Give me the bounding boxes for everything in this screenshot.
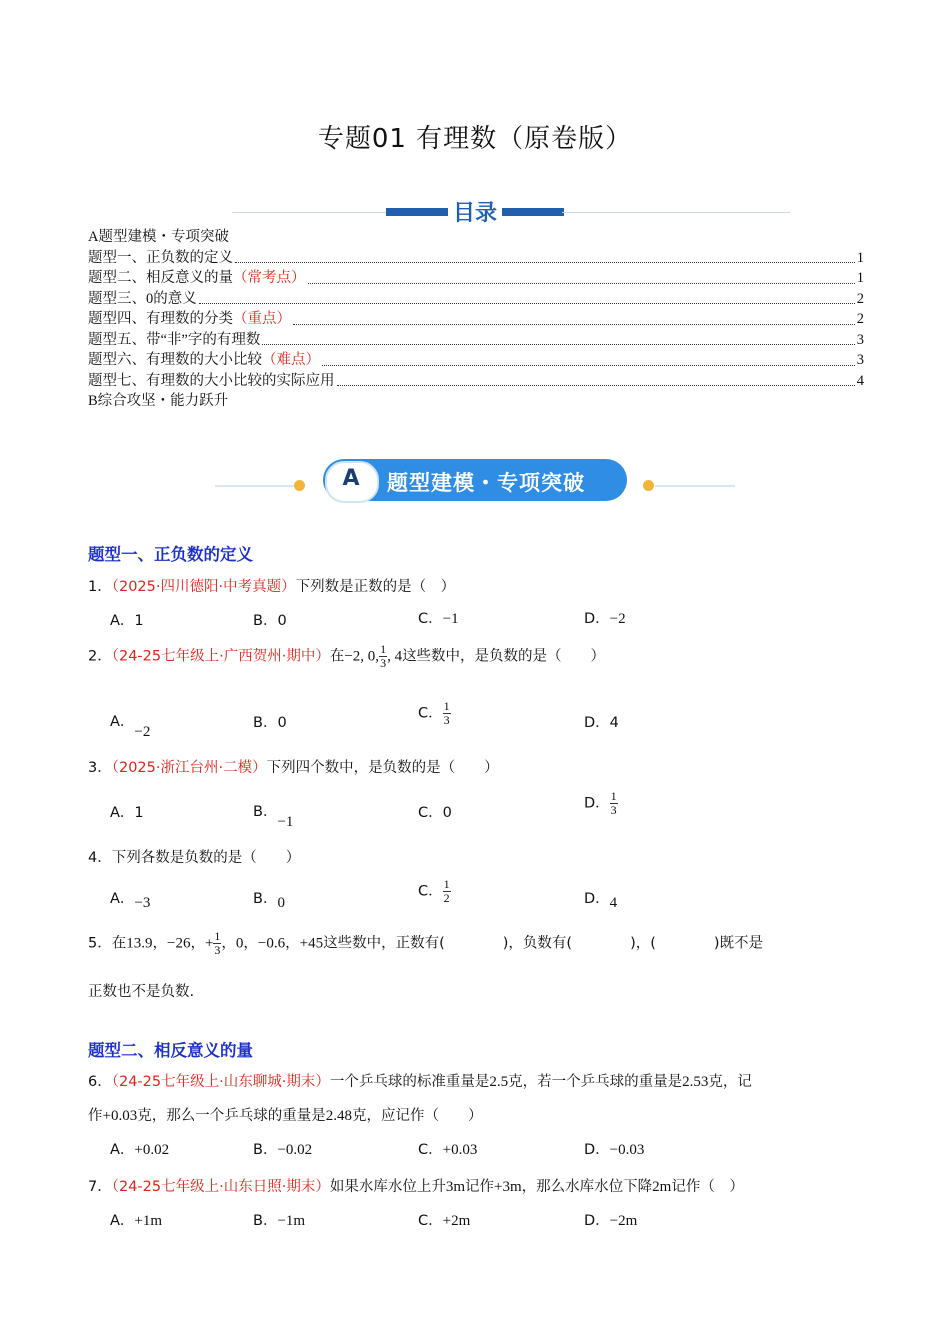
toc-leader <box>337 385 855 386</box>
question-number: 7． <box>88 1179 112 1195</box>
option-math: −1 <box>442 611 459 627</box>
toc-leader <box>262 344 854 345</box>
option-label: D． <box>584 1213 610 1229</box>
question-text: 一个乒乓球的标准重量是 <box>329 1074 490 1090</box>
toc-item[interactable] <box>88 289 864 310</box>
toc-item-label: 题型五、带“非”字的有理数 <box>88 331 261 348</box>
question-text: 克，若一个乒乓球的重量是 <box>508 1074 683 1090</box>
question-number: 2． <box>88 648 112 665</box>
question-text: 记作 <box>465 1179 495 1195</box>
option-math: −2 <box>134 724 151 740</box>
value: 0 <box>235 935 244 952</box>
q3-option-a[interactable]: A．1 <box>110 805 144 821</box>
toc-item-tag: （重点） <box>233 311 291 327</box>
option-label: D． <box>584 1142 610 1158</box>
toc-item-label: 题型六、有理数的大小比较 <box>88 352 262 368</box>
toc-item-label: 题型一、正负数的定义 <box>88 249 233 266</box>
option-label: C． <box>418 1142 443 1158</box>
option-math: +0.02 <box>134 1142 170 1158</box>
q1-option-b[interactable]: B．0 <box>253 613 287 629</box>
option-math: −2m <box>609 1213 638 1229</box>
option-label: B． <box>253 891 278 907</box>
question-math: −2, 0, <box>344 648 380 665</box>
option-label: A． <box>110 1142 135 1158</box>
toc-item-label: 题型四、有理数的分类 <box>88 311 233 327</box>
question-stem: 下列各数是负数的是（ ） <box>111 850 301 866</box>
section-a-banner <box>215 458 735 504</box>
toc-header <box>0 196 950 230</box>
denominator: 2 <box>443 891 450 905</box>
q6-option-d[interactable] <box>584 1138 644 1159</box>
option-math: −3 <box>134 895 151 911</box>
denominator: 3 <box>214 943 221 957</box>
q2-option-c[interactable] <box>418 700 451 727</box>
q4-option-c[interactable] <box>418 878 451 905</box>
toc-leader <box>308 283 855 284</box>
option-math: 0 <box>277 895 285 911</box>
separator: ， <box>243 935 258 952</box>
question-stem: 下列四个数中，是负数的是（ ） <box>266 760 499 776</box>
option-label: A． <box>110 714 135 730</box>
page-title: 专题01 有理数（原卷版） <box>317 124 633 154</box>
banner-line-right <box>655 485 735 487</box>
question-number: 5． <box>88 935 112 952</box>
q4-option-b[interactable] <box>253 887 285 911</box>
toc-title: 目录 <box>452 201 497 226</box>
option-label: C． <box>418 611 443 627</box>
value: −0.6 <box>257 935 286 952</box>
value: −26 <box>166 935 191 952</box>
option-math: −1 <box>277 814 294 830</box>
value: +45 <box>299 935 324 952</box>
toc-section-b[interactable] <box>88 391 864 412</box>
q3-option-b[interactable] <box>253 800 294 830</box>
option-label: B． <box>253 804 278 820</box>
option-math: −2 <box>609 611 626 627</box>
toc-item[interactable] <box>88 330 864 351</box>
toc-item[interactable] <box>88 248 864 269</box>
fraction <box>443 878 451 905</box>
question-source: （2025·四川德阳·中考真题） <box>111 579 296 595</box>
toc-page: 1 <box>856 270 864 286</box>
separator: ， <box>152 935 167 952</box>
toc-page: 3 <box>856 331 864 348</box>
q6-option-b[interactable] <box>253 1138 312 1159</box>
option-label: C． <box>418 883 443 900</box>
option-label: C． <box>418 705 443 722</box>
toc-leader <box>293 324 855 325</box>
toc-leader <box>235 262 855 263</box>
question-math: 2.48 <box>325 1108 352 1124</box>
numerator: 1 <box>214 929 221 943</box>
banner-dot-left <box>294 480 305 491</box>
question-math: +3m <box>494 1179 522 1195</box>
banner-text: 题型建模・专项突破 <box>387 471 585 495</box>
question-number: 4． <box>88 850 112 866</box>
toc-item-tag: （难点） <box>262 352 320 368</box>
numerator: 1 <box>443 877 450 891</box>
option-math: +1m <box>134 1213 163 1229</box>
q2-option-a[interactable] <box>110 710 151 740</box>
q3-option-d[interactable] <box>584 790 618 817</box>
question-stem: 下列数是正数的是（ ） <box>295 579 456 595</box>
banner-line-left <box>215 485 295 487</box>
question-pre: 在 <box>111 935 127 952</box>
q6-option-c[interactable] <box>418 1138 477 1159</box>
toc-item[interactable] <box>88 371 864 392</box>
toc-section-a[interactable] <box>88 227 864 248</box>
question-math: +0.03 <box>102 1108 138 1124</box>
q7-option-b[interactable] <box>253 1209 305 1230</box>
toc-leader <box>199 303 855 304</box>
question-4 <box>88 846 300 867</box>
question-pre: 在 <box>329 648 345 665</box>
section-heading-2: 题型二、相反意义的量 <box>88 1041 253 1060</box>
question-math: 3m <box>445 1179 466 1195</box>
question-text: 记作（ ） <box>671 1179 744 1195</box>
question-math: 2.53 <box>682 1074 709 1090</box>
toc-item[interactable] <box>88 268 864 289</box>
option-label: D． <box>584 795 610 812</box>
question-5 <box>88 930 763 957</box>
option-label: D． <box>584 611 610 627</box>
question-source: （24-25七年级上·山东日照·期末） <box>111 1179 330 1195</box>
question-math: , 4 <box>387 648 403 665</box>
numerator: 1 <box>380 642 387 656</box>
option-math: +0.03 <box>442 1142 478 1158</box>
question-number: 3． <box>88 760 112 776</box>
option-math: 4 <box>609 895 618 911</box>
question-1 <box>88 575 455 596</box>
option-math: +2m <box>442 1213 471 1229</box>
toc-item[interactable] <box>88 350 864 371</box>
question-text: 作 <box>88 1108 103 1124</box>
question-7 <box>88 1175 744 1196</box>
value-sign: + <box>204 935 214 952</box>
question-math: 2.5 <box>489 1074 509 1090</box>
question-source: （2025·浙江台州·二模） <box>111 760 267 776</box>
denominator: 3 <box>380 656 387 670</box>
question-text: 如果水库水位上升 <box>329 1179 446 1195</box>
q6-option-a[interactable] <box>110 1138 169 1159</box>
section-heading-1: 题型一、正负数的定义 <box>88 545 253 564</box>
option-label: B． <box>253 1213 278 1229</box>
option-label: A． <box>110 891 135 907</box>
numerator: 1 <box>443 699 450 713</box>
q2-option-b[interactable]: B．0 <box>253 715 287 731</box>
question-number: 6． <box>88 1074 112 1090</box>
question-3 <box>88 756 499 777</box>
q7-option-c[interactable] <box>418 1209 470 1230</box>
question-stem: 这些数中，正数有( )，负数有( )，( )既不是 <box>323 935 764 952</box>
toc-page: 2 <box>856 311 864 327</box>
q2-option-d[interactable]: D．4 <box>584 715 619 731</box>
question-math: 2m <box>652 1179 672 1195</box>
fraction <box>379 643 387 670</box>
toc-item-label: 题型三、0的意义 <box>88 290 197 307</box>
question-source: （24-25七年级上·山东聊城·期末） <box>111 1074 330 1090</box>
question-5-line2: 正数也不是负数. <box>88 984 195 1000</box>
q7-option-d[interactable] <box>584 1209 637 1230</box>
option-label: A． <box>110 1213 135 1229</box>
question-text: ，那么水库水位下降 <box>521 1179 653 1195</box>
value: 13.9 <box>126 935 153 952</box>
toc-page: 1 <box>856 249 864 266</box>
q4-option-d[interactable] <box>584 887 618 911</box>
toc-page: 2 <box>856 290 864 307</box>
q1-option-d[interactable] <box>584 607 626 628</box>
toc-section-b-label: B综合攻坚・能力跃升 <box>88 393 229 409</box>
separator: ， <box>190 935 205 952</box>
separator: ， <box>221 935 236 952</box>
banner-dot-right <box>643 480 654 491</box>
question-source: （24-25七年级上·广西贺州·期中） <box>111 648 330 665</box>
toc-item[interactable] <box>88 309 864 330</box>
question-text: 克，应记作（ ） <box>351 1108 483 1124</box>
option-math: −1m <box>277 1213 306 1229</box>
separator: ， <box>285 935 300 952</box>
q1-option-a[interactable]: A．1 <box>110 613 144 629</box>
toc-page: 4 <box>856 372 864 389</box>
denominator: 3 <box>610 803 617 817</box>
q7-option-a[interactable] <box>110 1209 162 1230</box>
option-label: B． <box>253 1142 278 1158</box>
fraction <box>610 790 618 817</box>
denominator: 3 <box>443 713 450 727</box>
fraction <box>443 700 451 727</box>
toc-page: 3 <box>856 352 864 368</box>
table-of-contents <box>88 227 864 412</box>
option-math: −0.03 <box>609 1142 645 1158</box>
banner-letter: A <box>342 466 360 491</box>
toc-section-a-label: A题型建模・专项突破 <box>88 229 229 245</box>
q3-option-c[interactable]: C．0 <box>418 805 452 821</box>
question-6-line2 <box>88 1104 482 1125</box>
toc-item-label: 题型七、有理数的大小比较的实际应用 <box>88 372 335 389</box>
option-label: D． <box>584 891 610 907</box>
question-stem: 这些数中，是负数的是（ ） <box>402 648 606 665</box>
toc-item-label: 题型二、相反意义的量 <box>88 270 233 286</box>
q4-option-a[interactable] <box>110 887 151 911</box>
q1-option-c[interactable] <box>418 607 459 628</box>
toc-leader <box>322 365 855 366</box>
question-6 <box>88 1070 752 1091</box>
toc-item-tag: （常考点） <box>233 270 306 286</box>
numerator: 1 <box>610 789 617 803</box>
question-text: 克，那么一个乒乓球的重量是 <box>137 1108 326 1124</box>
question-2 <box>88 643 605 670</box>
option-math: −0.02 <box>277 1142 313 1158</box>
question-number: 1． <box>88 579 112 595</box>
question-text: 克，记 <box>708 1074 752 1090</box>
option-label: C． <box>418 1213 443 1229</box>
